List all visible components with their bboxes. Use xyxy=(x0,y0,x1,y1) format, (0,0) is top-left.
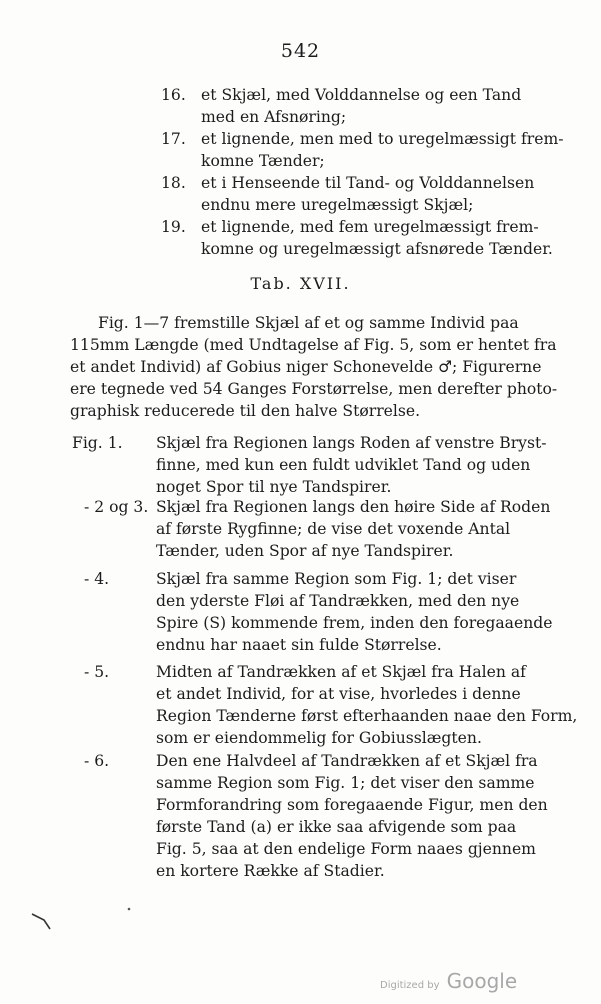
intro-line: graphisk reducerede til den halve Størrelse. xyxy=(70,402,421,420)
intro-line: et andet Individ) af Gobius niger Schonevelde ♂; Figurerne xyxy=(70,358,542,376)
figure-line: som er eiendommelig for Gobiusslægten. xyxy=(156,729,482,747)
intro-line: 115mm Længde (med Undtagelse af Fig. 5, som er hentet fra xyxy=(70,336,557,354)
figure-label: - 4. xyxy=(84,570,110,588)
digitized-watermark xyxy=(380,969,517,993)
scan-dot xyxy=(126,906,132,912)
figure-line: Skjæl fra Regionen langs den høire Side af Roden xyxy=(156,498,551,516)
entry-line: endnu mere uregelmæssigt Skjæl; xyxy=(201,196,474,214)
entry-line: et i Henseende til Tand- og Volddannelsen xyxy=(201,174,535,192)
figure-line: Skjæl fra samme Region som Fig. 1; det viser xyxy=(156,570,517,588)
figure-line: Formforandring som foregaaende Figur, men den xyxy=(156,796,548,814)
google-logo: Google xyxy=(446,969,518,993)
figure-line: noget Spor til nye Tandspirer. xyxy=(156,478,392,496)
figure-line: af første Rygfinne; de vise det voxende Antal xyxy=(156,520,511,538)
figure-label: Fig. 1. xyxy=(72,434,123,452)
watermark-prefix: Digitized by xyxy=(380,980,440,991)
figure-line: Skjæl fra Regionen langs Roden af venstre Bryst- xyxy=(156,434,547,452)
entry-line: et Skjæl, med Volddannelse og een Tand xyxy=(201,86,522,104)
intro-line: Fig. 1—7 fremstille Skjæl af et og samme Individ paa xyxy=(98,314,519,332)
figure-label: - 2 og 3. xyxy=(84,498,149,516)
figure-line: første Tand (a) er ikke saa afvigende som paa xyxy=(156,818,517,836)
entry-number: 18. xyxy=(161,174,186,192)
plate-heading: Tab. XVII. xyxy=(250,274,351,293)
page-number: 542 xyxy=(280,40,321,62)
entry-line: et lignende, men med to uregelmæssigt frem- xyxy=(201,130,564,148)
entry-number: 16. xyxy=(161,86,186,104)
figure-line: Region Tænderne først efterhaanden naae den Form, xyxy=(156,707,578,725)
scan-mark xyxy=(30,910,54,932)
figure-line: Tænder, uden Spor af nye Tandspirer. xyxy=(156,542,454,560)
entry-number: 17. xyxy=(161,130,186,148)
figure-line: Spire (S) kommende frem, inden den foregaaende xyxy=(156,614,553,632)
entry-line: med en Afsnøring; xyxy=(201,108,347,126)
figure-line: Midten af Tandrækken af et Skjæl fra Halen af xyxy=(156,663,526,681)
figure-line: finne, med kun een fuldt udviklet Tand og uden xyxy=(156,456,531,474)
figure-label: - 6. xyxy=(84,752,110,770)
entry-line: komne og uregelmæssigt afsnørede Tænder. xyxy=(201,240,553,258)
figure-line: den yderste Fløi af Tandrækken, med den nye xyxy=(156,592,520,610)
figure-line: endnu har naaet sin fulde Størrelse. xyxy=(156,636,442,654)
figure-line: et andet Individ, for at vise, hvorledes i denne xyxy=(156,685,521,703)
figure-line: samme Region som Fig. 1; det viser den samme xyxy=(156,774,535,792)
entry-line: et lignende, med fem uregelmæssigt frem- xyxy=(201,218,539,236)
intro-line: ere tegnede ved 54 Ganges Forstørrelse, men derefter photo- xyxy=(70,380,558,398)
entry-line: komne Tænder; xyxy=(201,152,325,170)
figure-line: Den ene Halvdeel af Tandrækken af et Skjæl fra xyxy=(156,752,538,770)
figure-label: - 5. xyxy=(84,663,110,681)
figure-line: Fig. 5, saa at den endelige Form naaes gjennem xyxy=(156,840,536,858)
entry-number: 19. xyxy=(161,218,186,236)
figure-line: en kortere Række af Stadier. xyxy=(156,862,385,880)
